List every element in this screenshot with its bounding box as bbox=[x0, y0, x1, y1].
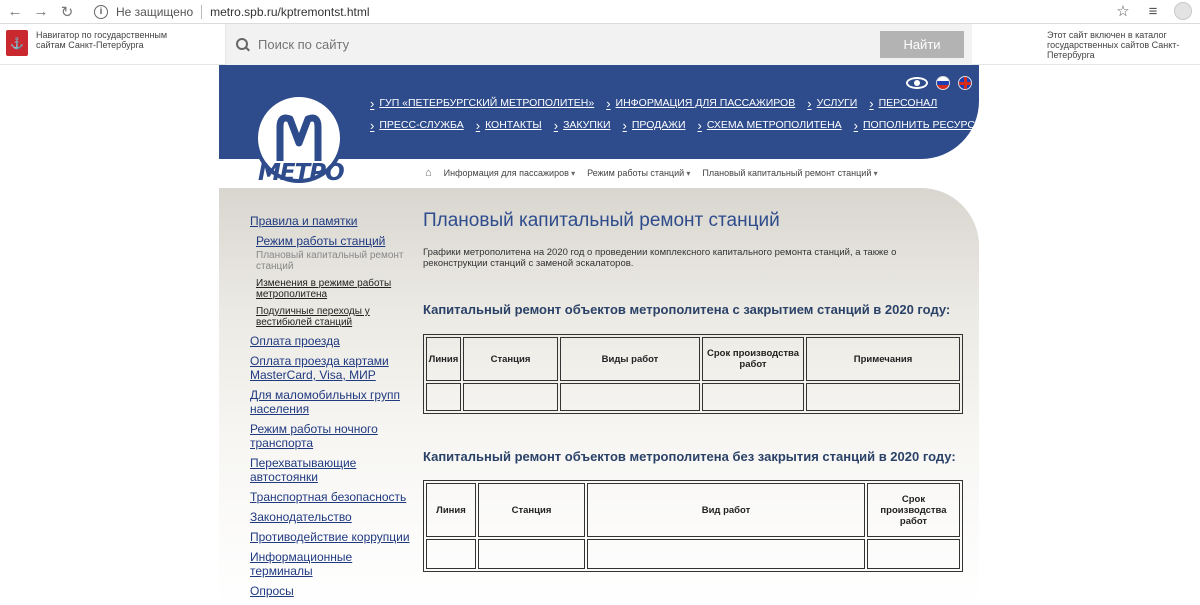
sidebar-item-accessibility[interactable]: Для маломобильных групп населения bbox=[250, 388, 400, 416]
search-button[interactable]: Найти bbox=[880, 31, 964, 58]
accessibility-eye-icon[interactable] bbox=[906, 77, 928, 89]
header-tools bbox=[906, 76, 972, 90]
sidebar-item-underpasses[interactable]: Подуличные переходы у вестибюлей станций bbox=[256, 306, 370, 328]
star-icon[interactable]: ☆ bbox=[1116, 3, 1130, 20]
intro-text: Графики метрополитена на 2020 год о проведении комплексного капитального ремонта станций, а также о реконструкции станций с заменой эскалаторов. bbox=[423, 247, 897, 269]
table-header: Срок производства работ bbox=[702, 337, 804, 381]
section-title-open: Капитальный ремонт объектов метрополитена без закрытия станций в 2020 году: bbox=[423, 449, 956, 464]
sidebar-item-card-payment[interactable]: Оплата проезда картами MasterCard, Visa, МИР bbox=[250, 354, 389, 382]
sidebar-item-surveys[interactable]: Опросы bbox=[250, 584, 294, 598]
repair-table-closed bbox=[423, 334, 963, 414]
home-icon[interactable]: ⌂ bbox=[425, 167, 432, 179]
table-cell bbox=[806, 383, 960, 411]
search-icon bbox=[236, 38, 250, 52]
main-navigation bbox=[370, 92, 975, 136]
table-header: Станция bbox=[478, 483, 585, 537]
section-title-closed: Капитальный ремонт объектов метрополитена с закрытием станций в 2020 году: bbox=[423, 302, 951, 317]
nav-item-passenger-info[interactable]: › ИНФОРМАЦИЯ ДЛЯ ПАССАЖИРОВ bbox=[606, 96, 795, 111]
nav-row-1 bbox=[370, 92, 975, 114]
reading-list-icon[interactable]: ≡ bbox=[1148, 2, 1158, 20]
table-header-row bbox=[426, 337, 960, 381]
sidebar-item-active: Плановый капитальный ремонт станций bbox=[256, 250, 404, 272]
nav-row-2 bbox=[370, 114, 975, 136]
sidebar-item-security[interactable]: Транспортная безопасность bbox=[250, 490, 407, 504]
main-content bbox=[423, 210, 968, 527]
metro-logo-text: МЕТРО bbox=[258, 160, 344, 186]
nav-item-personnel[interactable]: › ПЕРСОНАЛ bbox=[869, 96, 937, 111]
table-cell bbox=[426, 539, 476, 569]
breadcrumb bbox=[425, 167, 878, 179]
nav-item-metro-map[interactable]: › СХЕМА МЕТРОПОЛИТЕНА bbox=[698, 118, 842, 133]
russian-flag-icon[interactable] bbox=[936, 76, 950, 90]
sidebar-item-rules[interactable]: Правила и памятки bbox=[250, 214, 358, 228]
back-icon[interactable]: ← bbox=[7, 3, 23, 20]
sidebar-item-terminals[interactable]: Информационные терминалы bbox=[250, 550, 353, 578]
site-search bbox=[226, 24, 972, 65]
breadcrumb-passenger-info[interactable]: Информация для пассажиров ▾ bbox=[444, 168, 575, 178]
table-header: Вид работ bbox=[587, 483, 865, 537]
table-row bbox=[426, 383, 960, 411]
nav-item-metro-company[interactable]: › ГУП «ПЕТЕРБУРГСКИЙ МЕТРОПОЛИТЕН» bbox=[370, 96, 594, 111]
table-cell bbox=[478, 539, 585, 569]
table-header: Примечания bbox=[806, 337, 960, 381]
table-cell bbox=[426, 383, 461, 411]
metro-m-icon bbox=[276, 113, 322, 163]
sidebar-item-fare[interactable]: Оплата проезда bbox=[250, 334, 340, 348]
table-cell bbox=[463, 383, 558, 411]
forward-icon[interactable]: → bbox=[33, 3, 49, 20]
profile-avatar[interactable] bbox=[1174, 2, 1192, 20]
spb-emblem-icon: ⚓ bbox=[6, 30, 28, 56]
table-header: Срок производства работ bbox=[867, 483, 960, 537]
sidebar-item-legislation[interactable]: Законодательство bbox=[250, 510, 352, 524]
nav-item-contacts[interactable]: › КОНТАКТЫ bbox=[476, 118, 542, 133]
url-separator bbox=[201, 5, 202, 19]
page-title: Плановый капитальный ремонт станций bbox=[423, 210, 780, 231]
sidebar bbox=[250, 214, 410, 604]
breadcrumb-current[interactable]: Плановый капитальный ремонт станций ▾ bbox=[702, 168, 877, 178]
nav-item-press[interactable]: › ПРЕСС-СЛУЖБА bbox=[370, 118, 464, 133]
gov-portal-bar bbox=[0, 24, 1200, 65]
table-row bbox=[426, 539, 960, 569]
gov-navigator[interactable] bbox=[0, 24, 226, 65]
table-header: Линия bbox=[426, 483, 476, 537]
nav-item-services[interactable]: › УСЛУГИ bbox=[807, 96, 857, 111]
sidebar-item-anticorruption[interactable]: Противодействие коррупции bbox=[250, 530, 410, 544]
browser-toolbar bbox=[0, 0, 1200, 24]
table-cell bbox=[587, 539, 865, 569]
info-icon[interactable]: i bbox=[94, 5, 108, 19]
nav-item-sales[interactable]: › ПРОДАЖИ bbox=[623, 118, 686, 133]
nav-item-add-resource[interactable]: › ПОПОЛНИТЬ РЕСУРС bbox=[854, 118, 975, 133]
table-cell bbox=[867, 539, 960, 569]
table-cell bbox=[560, 383, 700, 411]
sidebar-item-changes[interactable]: Изменения в режиме работы метрополитена bbox=[256, 278, 392, 300]
breadcrumb-station-hours[interactable]: Режим работы станций ▾ bbox=[587, 168, 690, 178]
gov-catalog-note[interactable]: Этот сайт включен в каталог государственных сайтов Санкт-Петербурга bbox=[1047, 30, 1180, 60]
sidebar-item-parking[interactable]: Перехватывающие автостоянки bbox=[250, 456, 357, 484]
reload-icon[interactable]: ↻ bbox=[60, 3, 74, 21]
address-bar[interactable]: metro.spb.ru/kptremontst.html bbox=[210, 4, 370, 19]
nav-item-procurement[interactable]: › ЗАКУПКИ bbox=[554, 118, 611, 133]
table-header: Виды работ bbox=[560, 337, 700, 381]
table-header-row bbox=[426, 483, 960, 537]
insecure-label: Не защищено bbox=[116, 4, 194, 19]
english-flag-icon[interactable] bbox=[958, 76, 972, 90]
search-input[interactable] bbox=[258, 32, 858, 58]
gov-navigator-text: Навигатор по государственным сайтам Санкт-Петербурга bbox=[36, 30, 168, 50]
table-cell bbox=[702, 383, 804, 411]
table-header: Станция bbox=[463, 337, 558, 381]
table-header: Линия bbox=[426, 337, 461, 381]
sidebar-item-night-transport[interactable]: Режим работы ночного транспорта bbox=[250, 422, 378, 450]
repair-table-open bbox=[423, 480, 963, 572]
sidebar-item-station-hours[interactable]: Режим работы станций bbox=[256, 234, 386, 248]
